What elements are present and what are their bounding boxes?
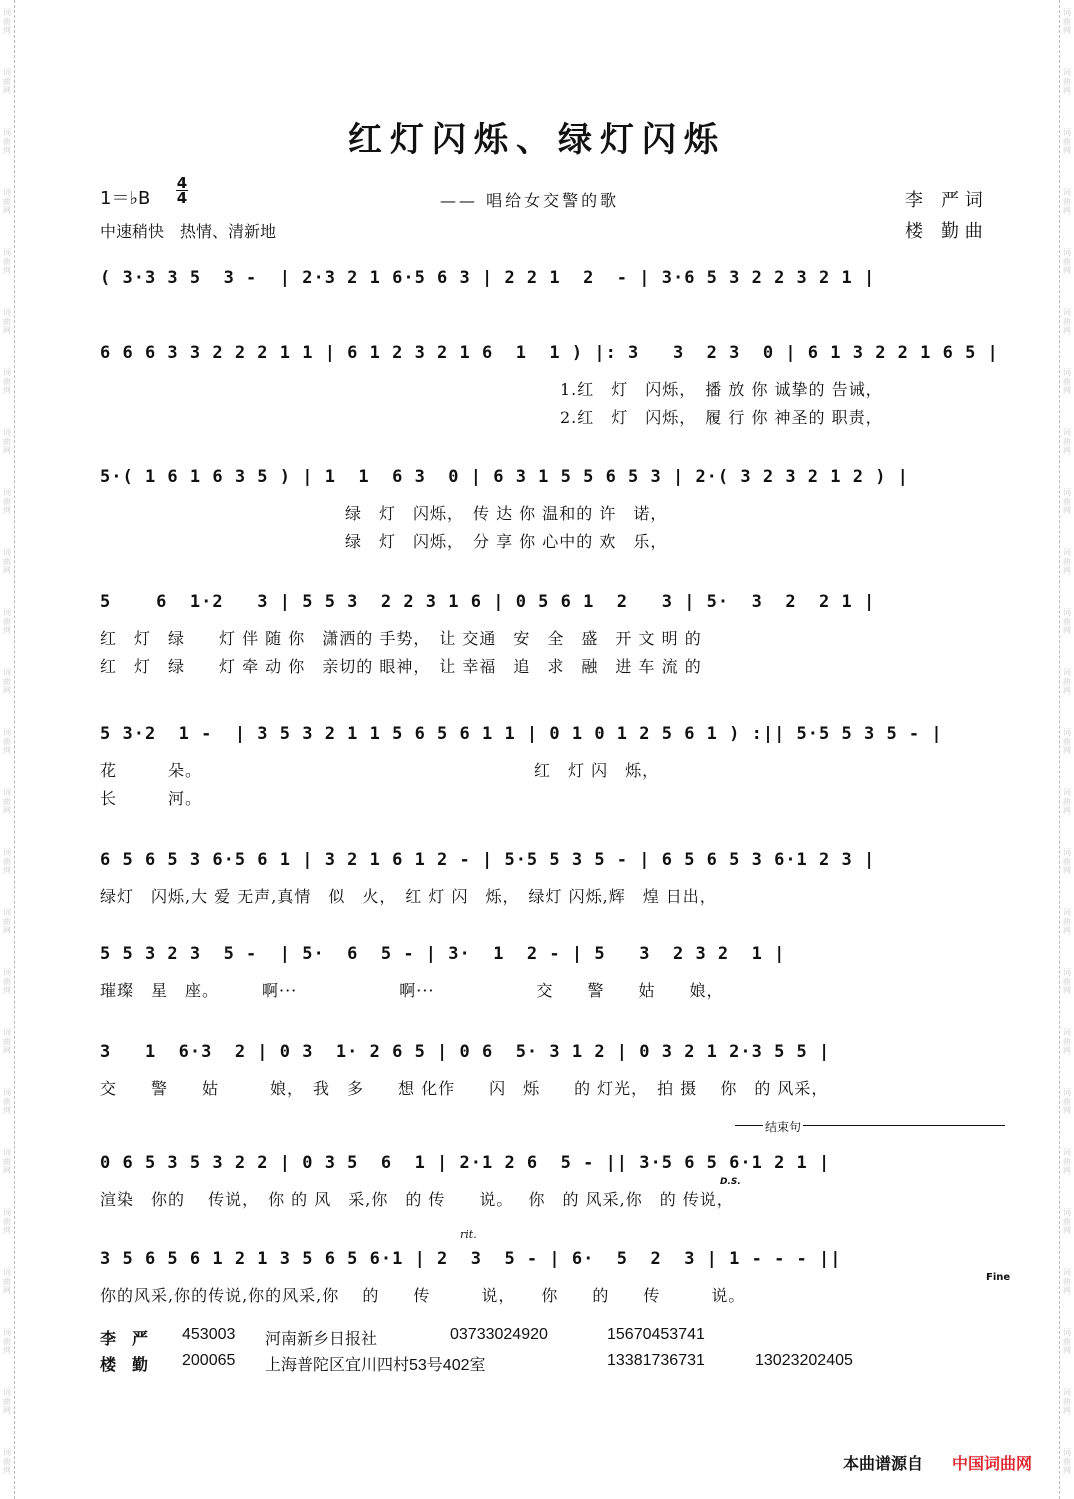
lyric-line: 交 警 姑 娘， 我 多 想 化作 闪 烁 的 灯光， 拍 摄 你 的 风采， [100, 1079, 829, 1098]
notation-row: 5 6 1·2 3 | 5 5 3 2 2 3 1 6 | 0 5 6 1 2 3 | 5· 3 2 2 1 | [100, 592, 876, 612]
lyric-line: 你的风采,你的传说,你的风采,你 的 传 说， 你 的 传 说。 [100, 1286, 746, 1305]
ritardando-marking: rit. [460, 1228, 477, 1241]
watermark-text: 词 曲 网 [3, 128, 11, 155]
watermark-text: 词 曲 网 [3, 1208, 11, 1235]
watermark-text: 词 曲 网 [1063, 188, 1071, 215]
subtitle: —— 唱给女交警的歌 [440, 191, 620, 210]
notation-row: ( 3·3 3 5 3 - | 2·3 2 1 6·5 6 3 | 2 2 1 2 - | 3·6 5 3 2 2 3 2 1 | [100, 268, 876, 288]
watermark-text: 词 曲 网 [1063, 848, 1071, 875]
watermark-text: 词 曲 网 [3, 368, 11, 395]
watermark-text: 词 曲 网 [3, 1028, 11, 1055]
watermark-text: 词 曲 网 [3, 68, 11, 95]
watermark-text: 词 曲 网 [1063, 308, 1071, 335]
watermark-text: 词 曲 网 [3, 308, 11, 335]
watermark-text: 词 曲 网 [1063, 788, 1071, 815]
watermark-text: 词 曲 网 [1063, 1448, 1071, 1475]
song-title: 红灯闪烁、绿灯闪烁 [348, 120, 726, 160]
lyric-line: 绿 灯 闪烁， 传 达 你 温和的 许 诺， [345, 504, 668, 523]
lyric-line: 红 灯 绿 灯 牵 动 你 亲切的 眼神， 让 幸福 追 求 融 进 车 流 的 [100, 657, 702, 676]
key-signature: 1＝♭B [100, 188, 151, 209]
watermark-text: 词 曲 网 [3, 548, 11, 575]
lyric-line: 绿灯 闪烁,大 爱 无声,真情 似 火， 红 灯 闪 烁， 绿灯 闪烁,辉 煌 日出， [100, 887, 717, 906]
watermark-text: 词 曲 网 [3, 1388, 11, 1415]
lyric-line: 绿 灯 闪烁， 分 享 你 心中的 欢 乐， [345, 532, 668, 551]
site-name-link[interactable]: 中国词曲网 [952, 1456, 1033, 1473]
lyric-line: 长 河。 [100, 789, 203, 808]
watermark-text: 词 曲 网 [3, 1088, 11, 1115]
fine-marking: Fine [986, 1272, 1011, 1283]
watermark-text: 词 曲 网 [3, 488, 11, 515]
watermark-text: 词 曲 网 [1063, 548, 1071, 575]
notation-row: 6 6 6 3 3 2 2 2 1 1 | 6 1 2 3 2 1 6 1 1 ) |: 3 3 2 3 0 | 6 1 3 2 2 1 6 5 | [100, 343, 999, 363]
lyric-line: 璀璨 星 座。 啊··· 啊··· 交 警 姑 娘， [100, 981, 724, 1000]
watermark-text: 词 曲 网 [3, 1328, 11, 1355]
contact-phone: 13381736731 [607, 1352, 705, 1369]
contact-mobile: 15670453741 [607, 1326, 705, 1343]
watermark-text: 词 曲 网 [1063, 488, 1071, 515]
watermark-text: 词 曲 网 [1063, 1328, 1071, 1355]
watermark-text: 词 曲 网 [3, 188, 11, 215]
notation-row: 3 1 6·3 2 | 0 3 1· 2 6 5 | 0 6 5· 3 1 2 | 0 3 2 1 2·3 5 5 | [100, 1042, 831, 1062]
watermark-text: 词 曲 网 [3, 908, 11, 935]
notation-row: 5 3·2 1 - | 3 5 3 2 1 1 5 6 5 6 1 1 | 0 1 0 1 2 5 6 1 ) :|| 5·5 5 3 5 - | [100, 724, 943, 744]
ending-phrase-label: 结束句 [735, 1125, 1005, 1143]
dal-segno-marking: D.S. [720, 1177, 741, 1187]
watermark-text: 词 曲 网 [3, 1148, 11, 1175]
watermark-text: 词 曲 网 [1063, 1028, 1071, 1055]
lyricist-credit: 李 严 词 [905, 190, 983, 211]
watermark-text: 词 曲 网 [3, 728, 11, 755]
watermark-text: 词 曲 网 [1063, 1268, 1071, 1295]
watermark-text: 词 曲 网 [1063, 8, 1071, 35]
watermark-text: 词 曲 网 [3, 428, 11, 455]
watermark-text: 词 曲 网 [3, 248, 11, 275]
watermark-text: 词 曲 网 [1063, 428, 1071, 455]
watermark-text: 词 曲 网 [1063, 1148, 1071, 1175]
contact-zip: 453003 [182, 1326, 236, 1343]
watermark-text: 词 曲 网 [1063, 908, 1071, 935]
watermark-text: 词 曲 网 [1063, 608, 1071, 635]
lyric-line: 渲染 你的 传说， 你 的 风 采,你 的 传 说。 你 的 风采,你 的 传说， [100, 1190, 734, 1209]
watermark-text: 词 曲 网 [3, 608, 11, 635]
watermark-text: 词 曲 网 [1063, 1088, 1071, 1115]
notation-row: 6 5 6 5 3 6·5 6 1 | 3 2 1 6 1 2 - | 5·5 5 3 5 - | 6 5 6 5 3 6·1 2 3 | [100, 850, 876, 870]
lyric-line: 2.红 灯 闪烁， 履 行 你 神圣的 职责， [560, 408, 883, 427]
watermark-text: 词 曲 网 [3, 968, 11, 995]
notation-row: 5 5 3 2 3 5 - | 5· 6 5 - | 3· 1 2 - | 5 3 2 3 2 1 | [100, 944, 786, 964]
contact-mobile: 13023202405 [755, 1352, 853, 1369]
contact-address: 河南新乡日报社 [265, 1331, 378, 1348]
watermark-text: 词 曲 网 [3, 1448, 11, 1475]
contact-name: 李 严 [100, 1331, 149, 1348]
watermark-text: 词 曲 网 [3, 8, 11, 35]
watermark-text: 词 曲 网 [1063, 968, 1071, 995]
watermark-text: 词 曲 网 [1063, 248, 1071, 275]
tempo-marking: 中速稍快 热情、清新地 [100, 222, 277, 241]
watermark-text: 词 曲 网 [1063, 668, 1071, 695]
composer-credit: 楼 勤 曲 [905, 221, 983, 242]
lyric-line: 红 灯 绿 灯 伴 随 你 潇洒的 手势， 让 交通 安 全 盛 开 文 明 的 [100, 629, 702, 648]
source-label: 本曲谱源自 [843, 1456, 924, 1473]
contact-name: 楼 勤 [100, 1357, 149, 1374]
watermark-text: 词 曲 网 [1063, 1388, 1071, 1415]
watermark-text: 词 曲 网 [1063, 728, 1071, 755]
contact-zip: 200065 [182, 1352, 236, 1369]
watermark-text: 词 曲 网 [1063, 128, 1071, 155]
contact-address: 上海普陀区宜川四村53号402室 [265, 1357, 486, 1374]
notation-row: 5·( 1 6 1 6 3 5 ) | 1 1 6 3 0 | 6 3 1 5 5 6 5 3 | 2·( 3 2 3 2 1 2 ) | [100, 467, 909, 487]
notation-row: 3 5 6 5 6 1 2 1 3 5 6 5 6·1 | 2 3 5 - | 6· 5 2 3 | 1 - - - || [100, 1249, 842, 1269]
lyric-line: 花 朵。 红 灯 闪 烁， [100, 761, 660, 780]
watermark-text: 词 曲 网 [1063, 368, 1071, 395]
watermark-text: 词 曲 网 [3, 788, 11, 815]
notation-row: 0 6 5 3 5 3 2 2 | 0 3 5 6 1 | 2·1 2 6 5 - || 3·5 6 5 6·1 2 1 | [100, 1153, 831, 1173]
watermark-text: 词 曲 网 [3, 668, 11, 695]
watermark-text: 词 曲 网 [3, 1268, 11, 1295]
time-signature: 4 4 [176, 174, 188, 207]
watermark-text: 词 曲 网 [3, 848, 11, 875]
lyric-line: 1.红 灯 闪烁， 播 放 你 诚挚的 告诫， [560, 380, 883, 399]
watermark-text: 词 曲 网 [1063, 68, 1071, 95]
watermark-text: 词 曲 网 [1063, 1208, 1071, 1235]
contact-phone: 03733024920 [450, 1326, 548, 1343]
